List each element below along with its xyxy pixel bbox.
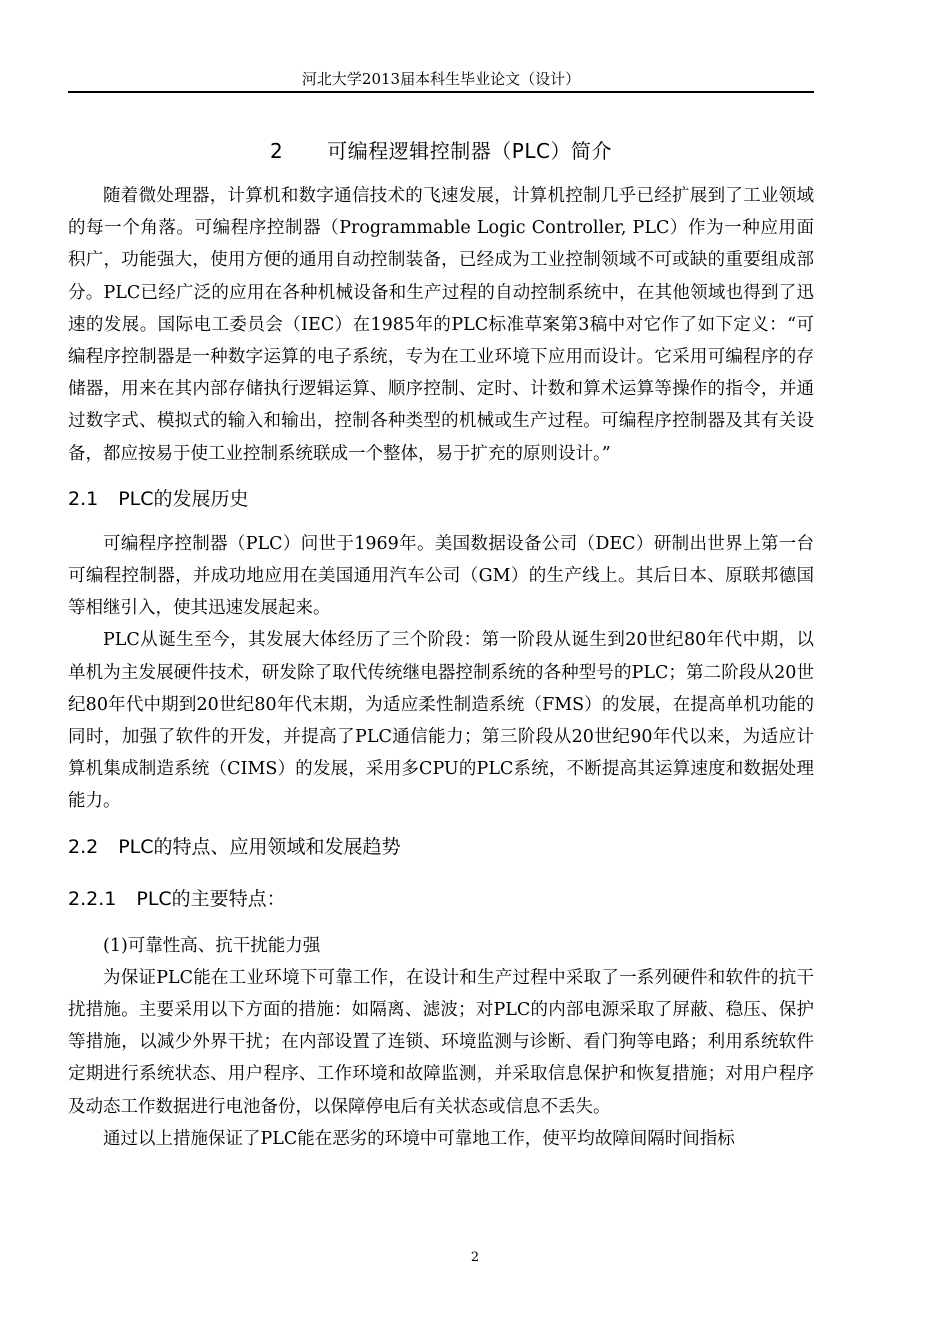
feature-1-paragraph: 为保证PLC能在工业环境下可靠工作，在设计和生产过程中采取了一系列硬件和软件的抗干扰措施。主要采用以下方面的措施：如隔离、滤波；对PLC的内部电源采取了屏蔽、稳压、保护等措施，以减少外界干扰；在内部设置了连锁、环境监测与诊断、看门狗等电路；利用系统软件定期进行系统状态、用户程序、工作环境和故障监测，并采取信息保护和恢复措施；对用户程序及动态工作数据进行电池备份，以保障停电后有关状态或信息不丢失。 bbox=[68, 967, 814, 1117]
chapter-title-text: 可编程逻辑控制器（PLC）简介 bbox=[327, 139, 612, 163]
section-2-1-heading bbox=[68, 484, 814, 514]
page-number: 2 bbox=[470, 1250, 480, 1265]
section-2-1-title: PLC的发展历史 bbox=[118, 487, 249, 510]
section-2-2-title: PLC的特点、应用领域和发展趋势 bbox=[118, 835, 401, 858]
section-2-1-paragraph-1: 可编程序控制器（PLC）问世于1969年。美国数据设备公司（DEC）研制出世界上第一台可编程控制器，并成功地应用在美国通用汽车公司（GM）的生产线上。其后日本、原联邦德国等相继引入，使其迅速发展起来。 bbox=[68, 533, 814, 619]
chapter-number: 2 bbox=[270, 139, 284, 163]
running-header: 河北大学2013届本科生毕业论文（设计） bbox=[301, 70, 581, 88]
section-2-1-number: 2.1 bbox=[68, 487, 99, 510]
section-2-2-number: 2.2 bbox=[68, 835, 99, 858]
section-2-2-heading bbox=[68, 832, 814, 862]
feature-1-paragraph-continued: 通过以上措施保证了PLC能在恶劣的环境中可靠地工作，使平均故障间隔时间指标 bbox=[103, 1128, 735, 1149]
section-2-2-1-heading bbox=[68, 884, 814, 914]
section-2-2-1-title: PLC的主要特点： bbox=[136, 887, 286, 910]
header-rule bbox=[68, 91, 814, 93]
section-2-1-paragraph-2: PLC从诞生至今，其发展大体经历了三个阶段：第一阶段从诞生到20世纪80年代中期，以单机为主发展硬件技术，研发除了取代传统继电器控制系统的各种型号的PLC；第二阶段从20世纪80年代中期到20世纪80年代末期，为适应柔性制造系统（FMS）的发展，在提高单机功能的同时，加强了软件的开发，并提高了PLC通信能力；第三阶段从20世纪90年代以来，为适应计算机集成制造系统（CIMS）的发展，采用多CPU的PLC系统，不断提高其运算速度和数据处理能力。 bbox=[68, 630, 814, 812]
feature-1-heading: (1)可靠性高、抗干扰能力强 bbox=[103, 935, 321, 956]
section-2-2-1-number: 2.2.1 bbox=[68, 887, 117, 910]
page-content bbox=[68, 134, 814, 1155]
intro-paragraph: 随着微处理器，计算机和数字通信技术的飞速发展，计算机控制几乎已经扩展到了工业领域的每一个角落。可编程序控制器（Programmable Logic Controller, PLC）作为一种应用面积广，功能强大，使用方便的通用自动控制装备，已经成为工业控制领域不可或缺的重要组成部分。PLC已经广泛的应用在各种机械设备和生产过程的自动控制系统中，在其他领域也得到了迅速的发展。国际电工委员会（IEC）在1985年的PLC标准草案第3稿中对它作了如下定义：“可编程序控制器是一种数字运算的电子系统，专为在工业环境下应用而设计。它采用可编程序的存储器，用来在其内部存储执行逻辑运算、顺序控制、定时、计数和算术运算等操作的指令，并通过数字式、模拟式的输入和输出，控制各种类型的机械或生产过程。可编程序控制器及其有关设备，都应按易于使工业控制系统联成一个整体，易于扩充的原则设计。” bbox=[68, 186, 814, 464]
chapter-title bbox=[68, 134, 814, 168]
